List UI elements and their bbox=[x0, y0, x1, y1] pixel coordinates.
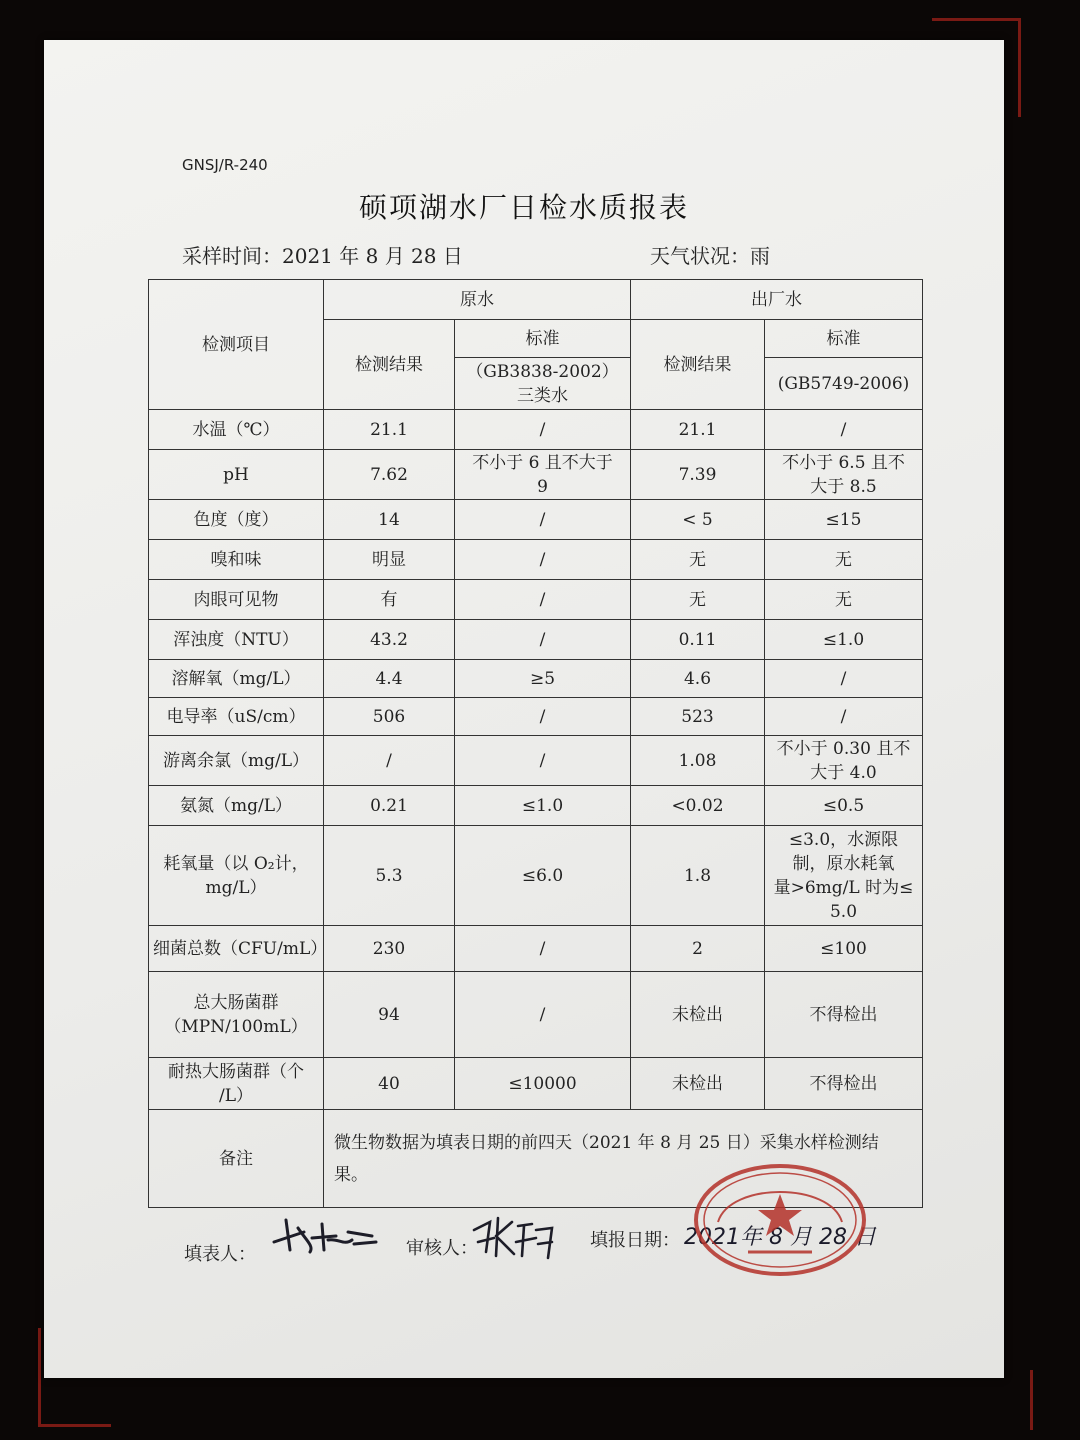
raw-standard-cell: / bbox=[455, 972, 631, 1058]
official-seal-stamp bbox=[690, 1160, 870, 1280]
out-result-cell: <0.02 bbox=[631, 786, 765, 826]
out-standard-cell: / bbox=[765, 698, 923, 736]
out-result-cell: 2 bbox=[631, 926, 765, 972]
out-result-cell: 1.08 bbox=[631, 736, 765, 786]
raw-standard-cell: / bbox=[455, 410, 631, 450]
row-item: 浑浊度（NTU） bbox=[149, 620, 324, 660]
raw-result-cell: 14 bbox=[324, 500, 455, 540]
out-standard-cell: ≤1.0 bbox=[765, 620, 923, 660]
out-standard-cell: 无 bbox=[765, 540, 923, 580]
out-result-cell: 0.11 bbox=[631, 620, 765, 660]
raw-standard-cell: / bbox=[455, 926, 631, 972]
out-result-cell: 无 bbox=[631, 540, 765, 580]
raw-standard-cell: ≤10000 bbox=[455, 1058, 631, 1110]
out-result-cell: 21.1 bbox=[631, 410, 765, 450]
row-item: 嗅和味 bbox=[149, 540, 324, 580]
raw-result-cell: 有 bbox=[324, 580, 455, 620]
table-row bbox=[149, 698, 923, 736]
reviewer-label: 审核人： bbox=[406, 1238, 478, 1259]
header-outlet-water: 出厂水 bbox=[631, 280, 923, 320]
water-quality-table bbox=[148, 279, 923, 1208]
raw-result-cell: 43.2 bbox=[324, 620, 455, 660]
out-standard-cell: ≤0.5 bbox=[765, 786, 923, 826]
out-result-cell: 1.8 bbox=[631, 826, 765, 926]
table-row bbox=[149, 786, 923, 826]
table-row bbox=[149, 620, 923, 660]
document-code: GNSJ/R-240 bbox=[182, 156, 268, 174]
row-item: 耐热大肠菌群（个 /L） bbox=[149, 1058, 324, 1110]
header-item: 检测项目 bbox=[149, 280, 324, 410]
raw-result-cell: 0.21 bbox=[324, 786, 455, 826]
raw-standard-cell: / bbox=[455, 620, 631, 660]
table-row bbox=[149, 450, 923, 500]
table-row bbox=[149, 500, 923, 540]
row-item: 色度（度） bbox=[149, 500, 324, 540]
raw-result-cell: 94 bbox=[324, 972, 455, 1058]
raw-result-cell: 230 bbox=[324, 926, 455, 972]
out-result-cell: 4.6 bbox=[631, 660, 765, 698]
out-standard-cell: 不得检出 bbox=[765, 1058, 923, 1110]
row-item: 水温（℃） bbox=[149, 410, 324, 450]
table-row bbox=[149, 410, 923, 450]
remark-label: 备注 bbox=[149, 1110, 324, 1208]
out-standard-cell: 不小于 0.30 且不 大于 4.0 bbox=[765, 736, 923, 786]
raw-standard-cell: / bbox=[455, 540, 631, 580]
header-row-1 bbox=[149, 280, 923, 320]
raw-standard-cell: 不小于 6 且不大于 9 bbox=[455, 450, 631, 500]
header-out-standard: 标准 bbox=[765, 320, 923, 358]
row-item: 溶解氧（mg/L） bbox=[149, 660, 324, 698]
table-row bbox=[149, 1058, 923, 1110]
document-title: 硕项湖水厂日检水质报表 bbox=[358, 191, 689, 224]
report-date-label: 填报日期： bbox=[590, 1230, 680, 1251]
header-raw-standard-ref: （GB3838-2002） 三类水 bbox=[455, 358, 631, 410]
table-row bbox=[149, 972, 923, 1058]
raw-standard-cell: / bbox=[455, 698, 631, 736]
row-item: 氨氮（mg/L） bbox=[149, 786, 324, 826]
weather-status: 天气状况：雨 bbox=[650, 244, 770, 268]
header-out-standard-ref: (GB5749-2006) bbox=[765, 358, 923, 410]
out-standard-cell: 无 bbox=[765, 580, 923, 620]
header-out-result: 检测结果 bbox=[631, 320, 765, 410]
raw-result-cell: 506 bbox=[324, 698, 455, 736]
header-raw-result: 检测结果 bbox=[324, 320, 455, 410]
out-standard-cell: ≤3.0，水源限 制，原水耗氧 量>6mg/L 时为≤ 5.0 bbox=[765, 826, 923, 926]
out-standard-cell: ≤15 bbox=[765, 500, 923, 540]
raw-result-cell: 21.1 bbox=[324, 410, 455, 450]
raw-result-cell: 明显 bbox=[324, 540, 455, 580]
table-row bbox=[149, 926, 923, 972]
raw-standard-cell: / bbox=[455, 736, 631, 786]
raw-result-cell: 4.4 bbox=[324, 660, 455, 698]
filler-signature bbox=[266, 1210, 386, 1260]
report-date-handwritten: 2021年 8 月 28 日 bbox=[684, 1225, 876, 1250]
raw-standard-cell: / bbox=[455, 500, 631, 540]
out-standard-cell: ≤100 bbox=[765, 926, 923, 972]
remark-text: 微生物数据为填表日期的前四天（2021 年 8 月 25 日）采集水样检测结果。 bbox=[324, 1110, 923, 1208]
out-result-cell: 523 bbox=[631, 698, 765, 736]
out-result-cell: 未检出 bbox=[631, 972, 765, 1058]
sampling-time: 采样时间：2021 年 8 月 28 日 bbox=[182, 244, 463, 268]
out-result-cell: 未检出 bbox=[631, 1058, 765, 1110]
report-sheet bbox=[44, 40, 1004, 1378]
header-raw-water: 原水 bbox=[324, 280, 631, 320]
out-result-cell: < 5 bbox=[631, 500, 765, 540]
table-row bbox=[149, 580, 923, 620]
row-item: 细菌总数（CFU/mL） bbox=[149, 926, 324, 972]
row-item: 电导率（uS/cm） bbox=[149, 698, 324, 736]
out-standard-cell: 不得检出 bbox=[765, 972, 923, 1058]
table-row bbox=[149, 826, 923, 926]
row-item: 耗氧量（以 O₂计， mg/L） bbox=[149, 826, 324, 926]
raw-result-cell: 7.62 bbox=[324, 450, 455, 500]
raw-standard-cell: ≤1.0 bbox=[455, 786, 631, 826]
out-standard-cell: 不小于 6.5 且不 大于 8.5 bbox=[765, 450, 923, 500]
stamp-star bbox=[758, 1194, 802, 1236]
out-result-cell: 7.39 bbox=[631, 450, 765, 500]
reviewer-signature bbox=[468, 1208, 558, 1264]
raw-result-cell: / bbox=[324, 736, 455, 786]
row-item: 肉眼可见物 bbox=[149, 580, 324, 620]
row-item: 总大肠菌群 （MPN/100mL） bbox=[149, 972, 324, 1058]
raw-result-cell: 40 bbox=[324, 1058, 455, 1110]
raw-result-cell: 5.3 bbox=[324, 826, 455, 926]
header-raw-standard: 标准 bbox=[455, 320, 631, 358]
filler-label: 填表人： bbox=[184, 1244, 256, 1265]
table-row bbox=[149, 736, 923, 786]
out-result-cell: 无 bbox=[631, 580, 765, 620]
raw-standard-cell: ≥5 bbox=[455, 660, 631, 698]
raw-standard-cell: / bbox=[455, 580, 631, 620]
corner-mark-bottom-right bbox=[1030, 1370, 1033, 1430]
row-item: pH bbox=[149, 450, 324, 500]
table-row bbox=[149, 540, 923, 580]
out-standard-cell: / bbox=[765, 660, 923, 698]
raw-standard-cell: ≤6.0 bbox=[455, 826, 631, 926]
table-row bbox=[149, 660, 923, 698]
out-standard-cell: / bbox=[765, 410, 923, 450]
row-item: 游离余氯（mg/L） bbox=[149, 736, 324, 786]
